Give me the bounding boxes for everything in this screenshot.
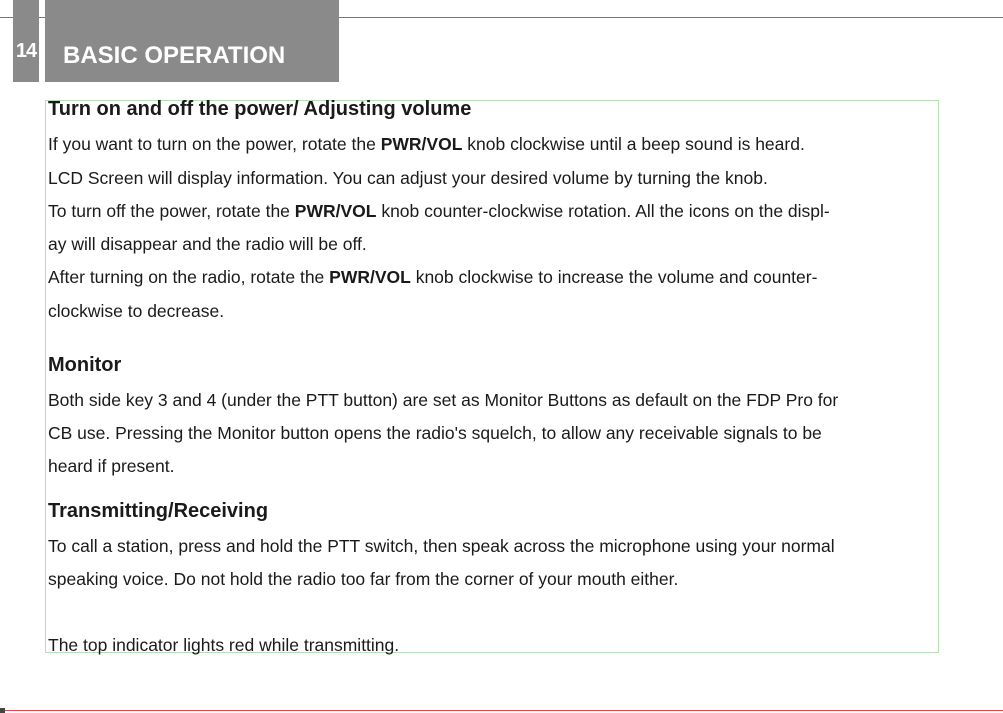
section-title: BASIC OPERATION	[63, 42, 286, 69]
power-line-3: To turn off the power, rotate the PWR/VOL knob counter-clockwise rotation. All the icons on the displ-	[48, 201, 830, 221]
txrx-heading: Transmitting/Receiving	[48, 500, 269, 522]
bottom-rule	[0, 710, 1003, 711]
power-line-4: ay will disappear and the radio will be off.	[48, 234, 367, 254]
power-line-6: clockwise to decrease.	[48, 301, 225, 321]
power-heading: Turn on and off the power/ Adjusting volume	[48, 98, 472, 120]
txrx-line-3: The top indicator lights red while transmitting.	[48, 635, 400, 655]
corner-mark	[0, 708, 5, 713]
monitor-line-3: heard if present.	[48, 456, 175, 476]
power-line-5: After turning on the radio, rotate the PWR/VOL knob clockwise to increase the volume and counter-	[48, 267, 818, 287]
page-number: 14	[15, 40, 37, 62]
monitor-heading: Monitor	[48, 354, 122, 376]
monitor-line-1: Both side key 3 and 4 (under the PTT button) are set as Monitor Buttons as default on the FDP Pro for	[48, 390, 839, 410]
power-line-2: LCD Screen will display information. You can adjust your desired volume by turning the knob.	[48, 168, 768, 188]
power-line-1: If you want to turn on the power, rotate the PWR/VOL knob clockwise until a beep sound is heard.	[48, 134, 805, 154]
txrx-line-2: speaking voice. Do not hold the radio too far from the corner of your mouth either.	[48, 569, 679, 589]
monitor-line-2: CB use. Pressing the Monitor button opens the radio's squelch, to allow any receivable signals to be	[48, 423, 822, 443]
txrx-line-1: To call a station, press and hold the PTT switch, then speak across the microphone using your normal	[48, 536, 835, 556]
